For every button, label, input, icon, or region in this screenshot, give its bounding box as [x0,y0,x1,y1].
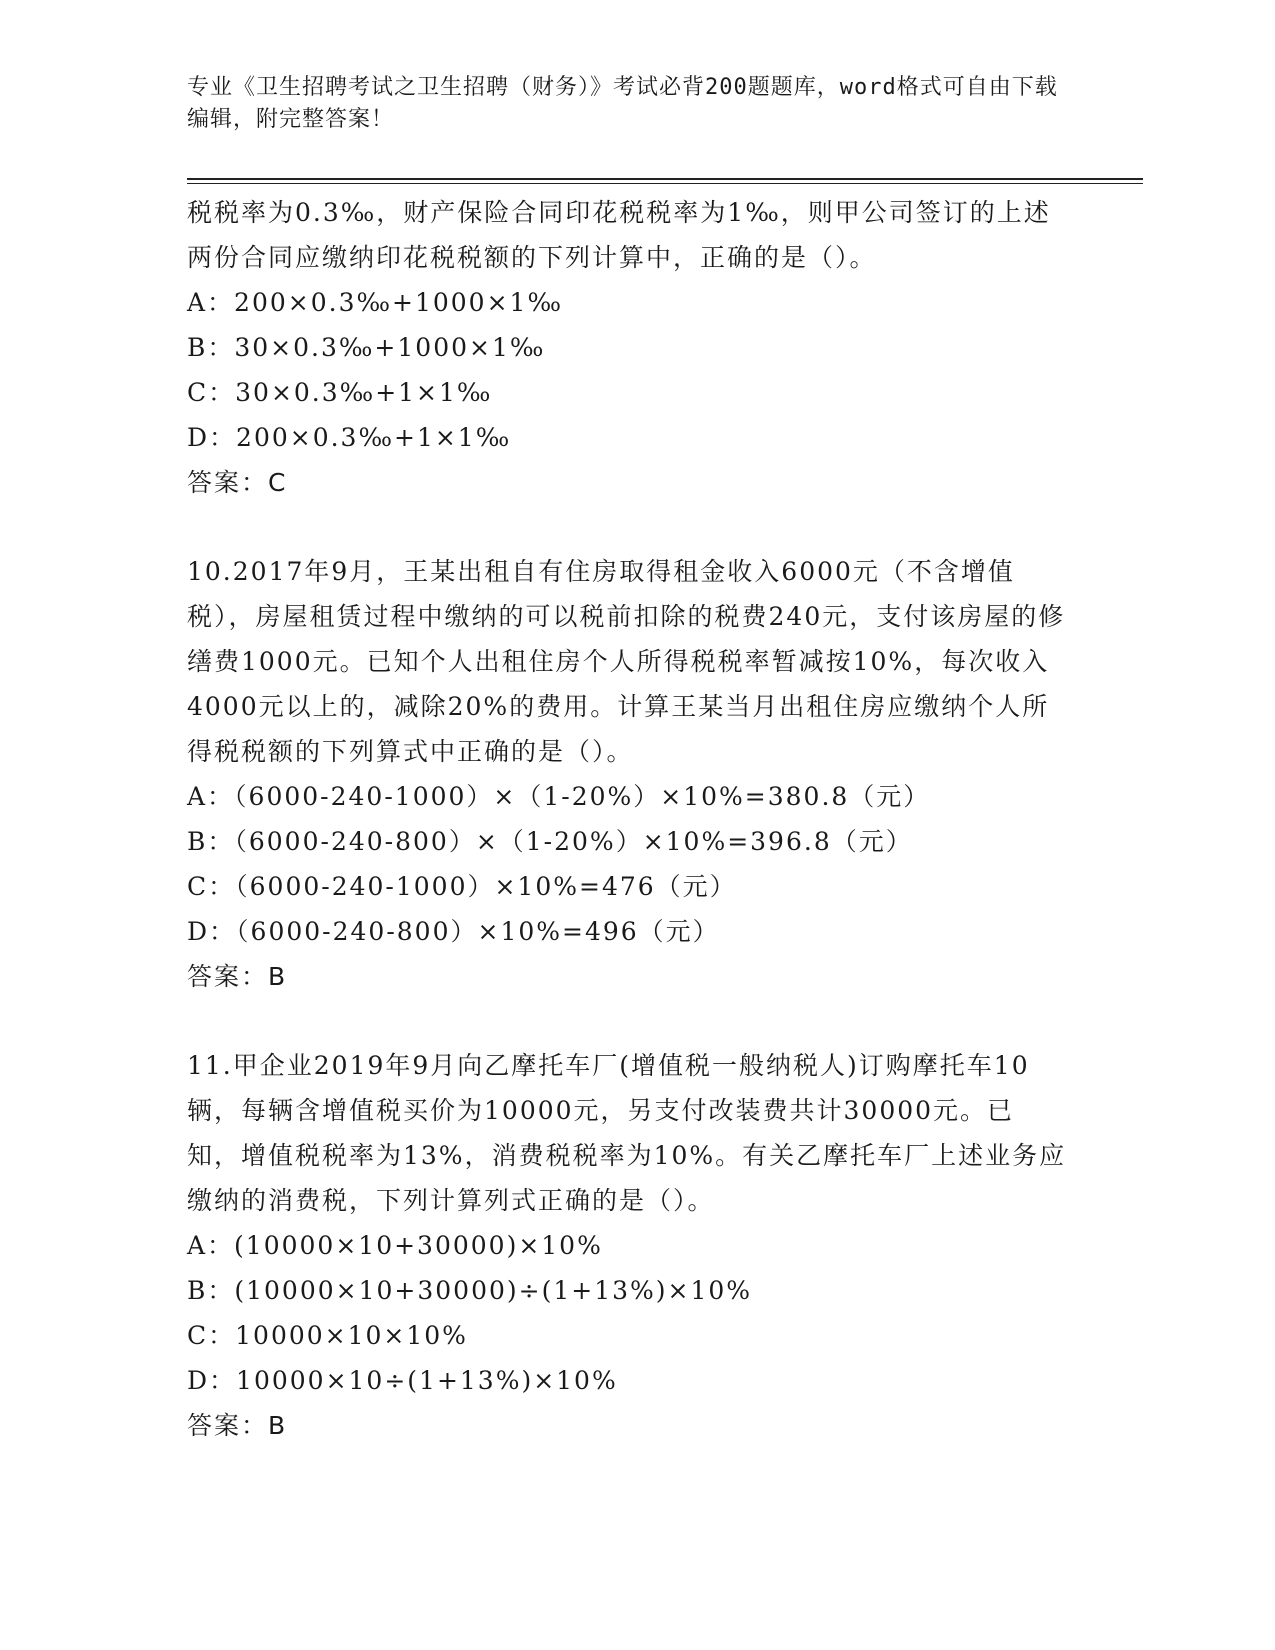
option-d: D：10000×10÷(1+13%)×10% [187,1366,618,1395]
document-header [187,72,1067,136]
question-stem: 10.2017年9月，王某出租自有住房取得租金收入6000元（不含增值税），房屋租赁过程中缴纳的可以税前扣除的税费240元，支付该房屋的修缮费1000元。已知个人出租住房个人所得税税率暂减按10%，每次收入4000元以上的，减除20%的费用。计算王某当月出租住房应缴纳个人所得税税额的下列算式中正确的是（）。 [187,557,1066,766]
option-a: A：200×0.3‰+1000×1‰ [187,288,563,317]
question-list [187,190,1067,1448]
option-b: B：(10000×10+30000)÷(1+13%)×10% [187,1276,753,1305]
option-d: D：200×0.3‰+1×1‰ [187,423,512,452]
question-stem: 11.甲企业2019年9月向乙摩托车厂(增值税一般纳税人)订购摩托车10辆，每辆含增值税买价为10000元，另支付改装费共计30000元。已知，增值税税率为13%，消费税税率为10%。有关乙摩托车厂上述业务应缴纳的消费税，下列计算列式正确的是（）。 [187,1051,1067,1215]
option-a: A：(10000×10+30000)×10% [187,1231,603,1260]
question-spacer [187,505,1067,549]
question-block [187,1043,1067,1448]
option-a: A：（6000-240-1000）×（1-20%）×10%=380.8（元） [187,782,931,811]
header-divider-thick [187,178,1143,180]
option-c: C：10000×10×10% [187,1321,468,1350]
option-b: B：30×0.3‰+1000×1‰ [187,333,546,362]
option-c: C：（6000-240-1000）×10%=476（元） [187,872,737,901]
question-spacer [187,999,1067,1043]
header-divider-thin [187,183,1143,184]
answer-line: 答案：B [187,962,288,991]
answer-line: 答案：B [187,1411,288,1440]
answer-line: 答案：C [187,468,288,497]
option-c: C：30×0.3‰+1×1‰ [187,378,493,407]
option-d: D：（6000-240-800）×10%=496（元） [187,917,720,946]
question-stem: 税税率为0.3‰，财产保险合同印花税税率为1‰，则甲公司签订的上述两份合同应缴纳印花税税额的下列计算中，正确的是（）。 [187,198,1051,272]
option-b: B：（6000-240-800）×（1-20%）×10%=396.8（元） [187,827,913,856]
header-title: 专业《卫生招聘考试之卫生招聘（财务）》考试必背200题题库，word格式可自由下载编辑，附完整答案！ [187,75,1058,132]
question-block [187,190,1067,505]
question-block [187,549,1067,999]
